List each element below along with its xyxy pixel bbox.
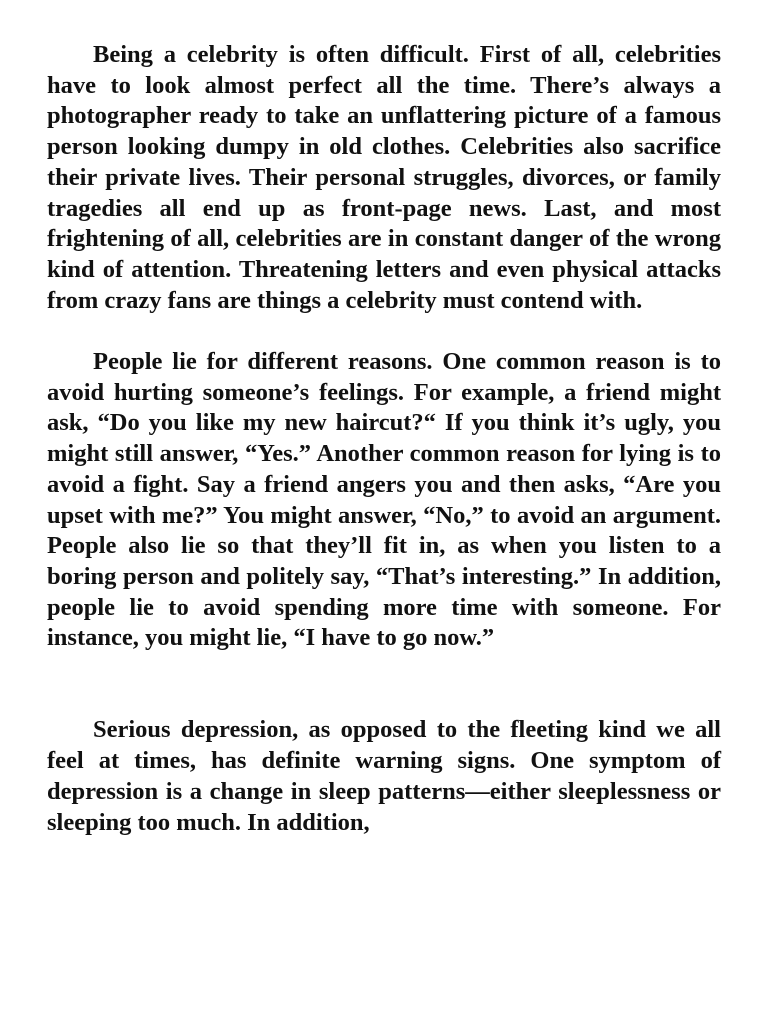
paragraph-depression: Serious depression, as opposed to the fleeting kind we all feel at times, has definite warning signs. One symptom of depression is a change in sleep patterns—either sleeplessness or sleeping too much. In addition, <box>47 716 721 836</box>
paragraph-lying: People lie for different reasons. One common reason is to avoid hurting someone’s feelings. For example, a friend might ask, “Do you like my new haircut?“ If you think it’s ugly, you might still answer, “Yes.” Another common reason for lying is to avoid a fight. Say a friend angers you and then asks, “Are you upset with me?” You might answer, “No,” to avoid an argument. People also lie so that they’ll fit in, as when you listen to a boring person and politely say, “That’s interesting.” In addition, people lie to avoid spending more time with someone. For instance, you might lie, “I have to go now.” <box>47 348 721 652</box>
paragraph-celebrity: Being a celebrity is often difficult. First of all, celebrities have to look almost perfect all the time. There’s always a photographer ready to take an unflattering picture of a famous person looking dumpy in old clothes. Celebrities also sacrifice their private lives. Their personal struggles, divorces, or family tragedies all end up as front-page news. Last, and most frightening of all, celebrities are in constant danger of the wrong kind of attention. Threatening letters and even physical attacks from crazy fans are things a celebrity must contend with. <box>47 41 721 314</box>
document-page <box>47 40 721 838</box>
